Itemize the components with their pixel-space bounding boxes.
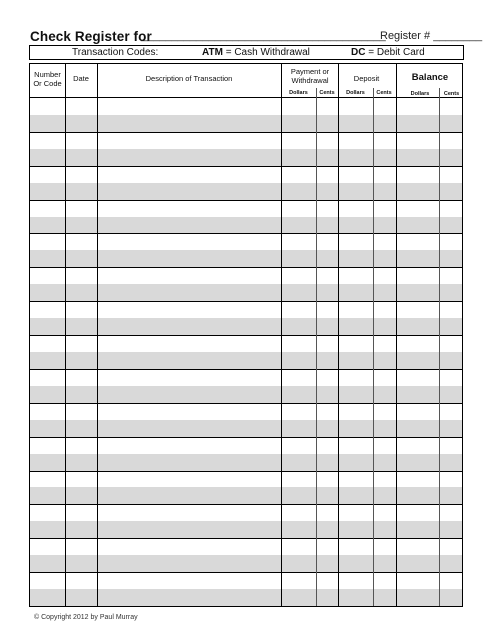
entry-shaded-line — [30, 183, 462, 200]
deposit-dollars-label: Dollars — [346, 90, 365, 96]
entry-shaded-line — [30, 352, 462, 369]
divider-number-date — [65, 64, 66, 606]
register-rows — [30, 98, 462, 606]
divider-payment-cents — [316, 88, 317, 606]
page-title: Check Register for — [30, 29, 152, 44]
balance-cents-label: Cents — [443, 91, 460, 97]
register-table — [29, 63, 463, 607]
entry-separator — [30, 301, 462, 302]
entry-separator — [30, 403, 462, 404]
atm-code: ATM = Cash Withdrawal — [202, 47, 310, 58]
entry-separator — [30, 166, 462, 167]
entry-shaded-line — [30, 284, 462, 301]
payment-cents-label: Cents — [319, 90, 335, 96]
copyright-text: © Copyright 2012 by Paul Murray — [34, 614, 138, 621]
divider-description-payment — [281, 64, 282, 606]
col-description-header: Description of Transaction — [145, 74, 233, 83]
entry-separator — [30, 200, 462, 201]
entry-separator — [30, 369, 462, 370]
entry-separator — [30, 504, 462, 505]
entry-separator — [30, 267, 462, 268]
entry-shaded-line — [30, 454, 462, 471]
payment-dollars-label: Dollars — [289, 90, 308, 96]
entry-shaded-line — [30, 217, 462, 234]
entry-shaded-line — [30, 521, 462, 538]
owner-name-blank: ________________________________________ — [141, 30, 386, 42]
entry-separator — [30, 233, 462, 234]
col-balance-header: Balance — [411, 72, 449, 83]
entry-shaded-line — [30, 589, 462, 606]
entry-shaded-line — [30, 420, 462, 437]
transaction-codes-box — [29, 45, 464, 60]
register-header — [30, 64, 462, 98]
codes-label: Transaction Codes: — [72, 47, 159, 58]
col-number-header: Number Or Code — [33, 70, 62, 88]
entry-shaded-line — [30, 250, 462, 267]
divider-deposit-balance — [396, 64, 397, 606]
entry-separator — [30, 538, 462, 539]
entry-shaded-line — [30, 115, 462, 132]
entry-shaded-line — [30, 487, 462, 504]
register-number-field: Register # ________ — [380, 30, 483, 42]
dc-code: DC = Debit Card — [351, 47, 425, 58]
entry-shaded-line — [30, 386, 462, 403]
entry-shaded-line — [30, 149, 462, 166]
entry-separator — [30, 572, 462, 573]
divider-balance-cents — [439, 88, 440, 606]
divider-deposit-cents — [373, 88, 374, 606]
divider-date-description — [97, 64, 98, 606]
entry-shaded-line — [30, 555, 462, 572]
col-date-header: Date — [73, 74, 89, 83]
col-deposit-header: Deposit — [353, 74, 380, 83]
col-payment-header: Payment or Withdrawal — [290, 67, 330, 85]
entry-separator — [30, 471, 462, 472]
divider-payment-deposit — [338, 64, 339, 606]
entry-separator — [30, 437, 462, 438]
entry-separator — [30, 335, 462, 336]
deposit-cents-label: Cents — [376, 90, 392, 96]
entry-separator — [30, 132, 462, 133]
balance-dollars-label: Dollars — [410, 91, 430, 97]
entry-shaded-line — [30, 318, 462, 335]
